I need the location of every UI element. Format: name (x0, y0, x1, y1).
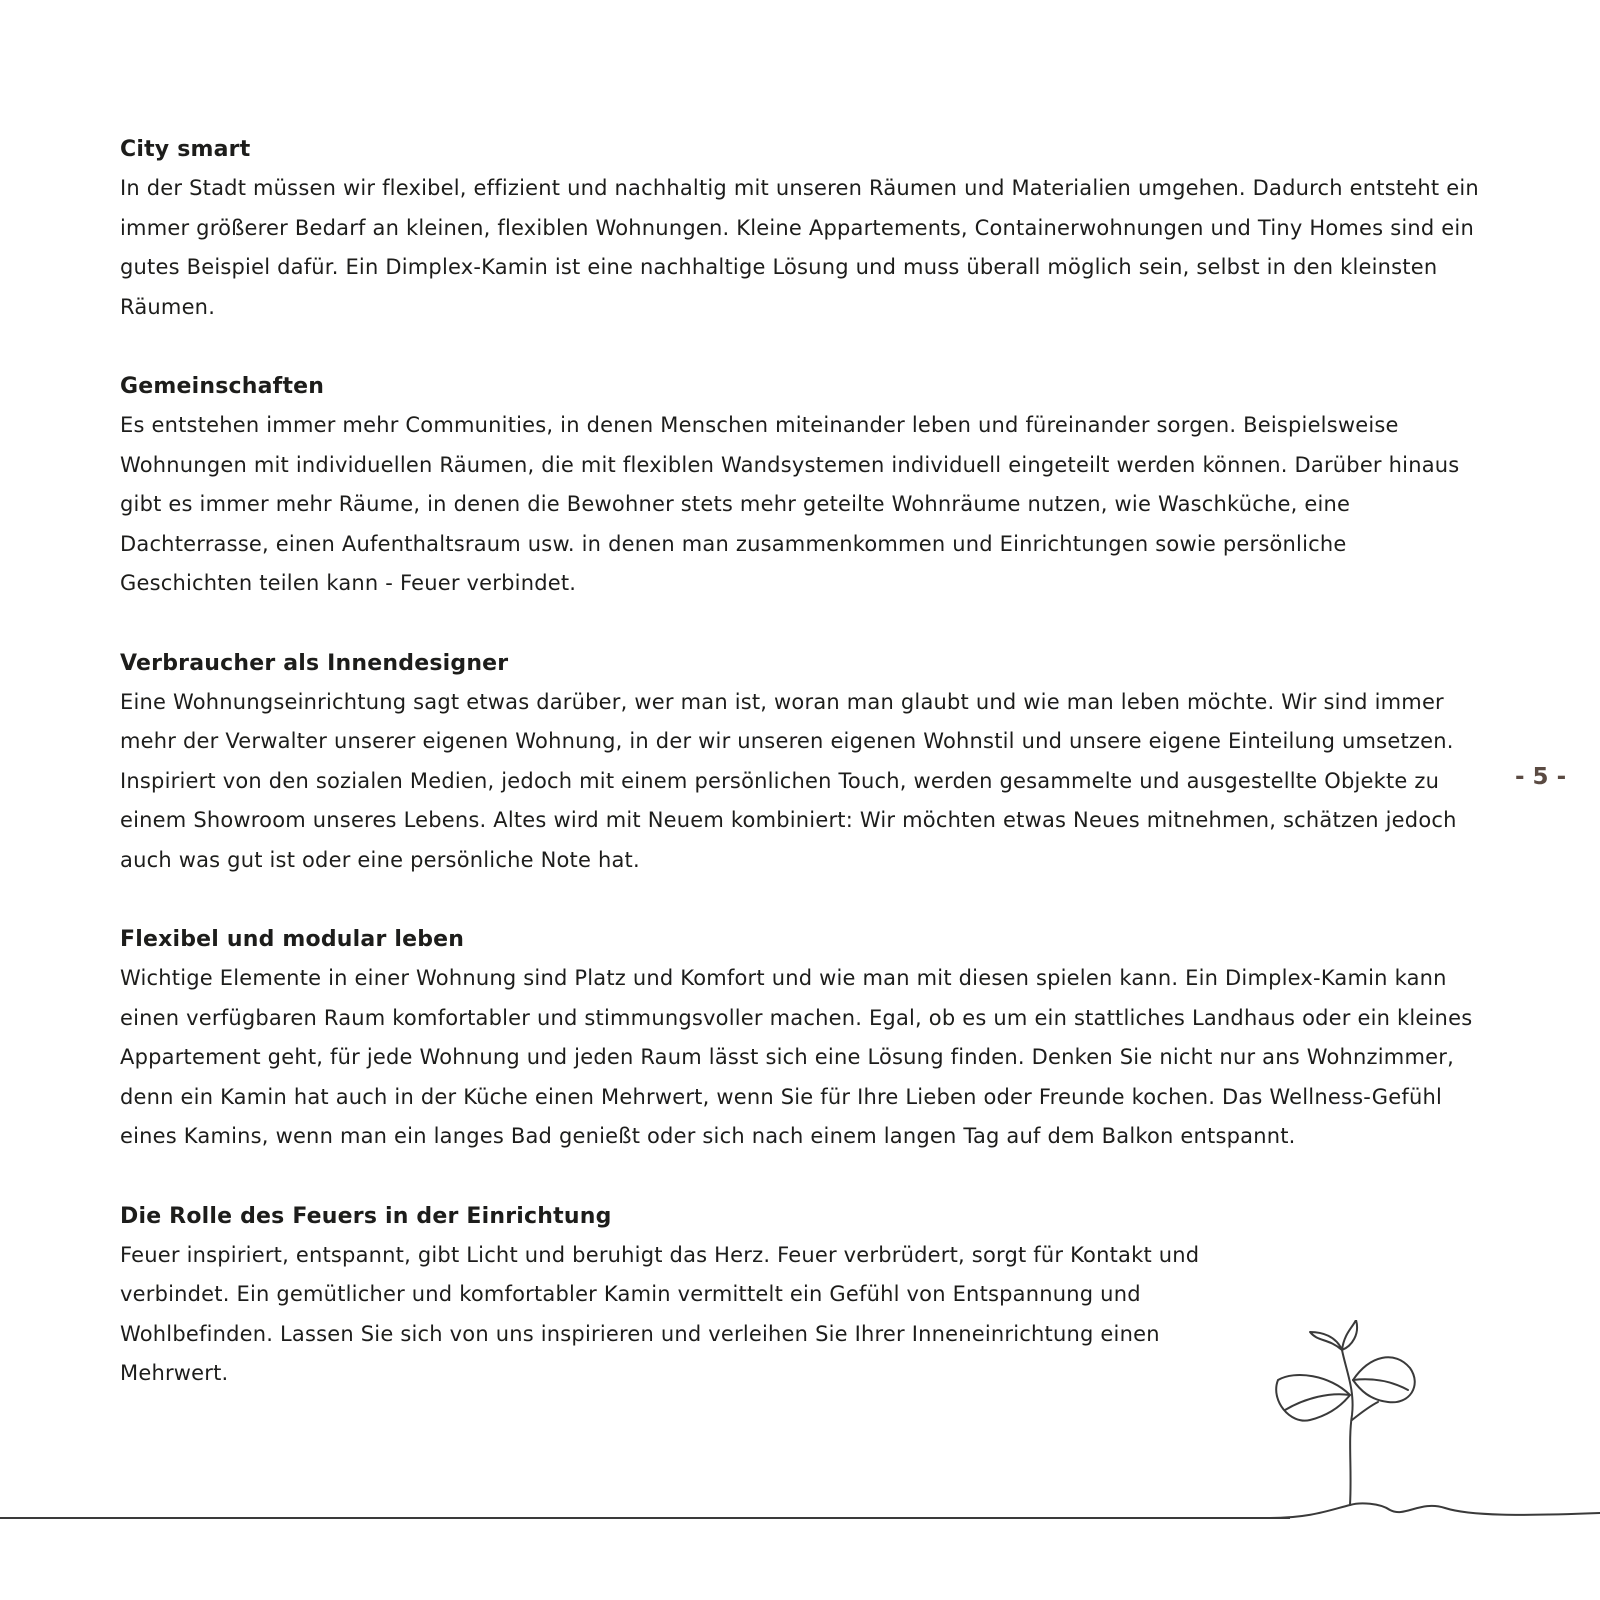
section-text: Feuer inspiriert, entspannt, gibt Licht und beruhigt das Herz. Feuer verbrüdert, sorgt für Kontakt und verbindet. Ein gemütlicher und komfortabler Kamin vermittelt ein Gefühl von Entspannung und Wohlbefinden. Lassen Sie sich von uns inspirieren und verleihen Sie Ihrer Inneneinrichtung einen Mehrwert. (120, 1242, 1200, 1385)
section-text: Es entstehen immer mehr Communities, in denen Menschen miteinander leben und füreinander sorgen. Beispielsweise Wohnungen mit individuellen Räumen, die mit flexiblen Wandsystemen individuell eingeteilt werden können. Darüber hinaus gibt es immer mehr Räume, in denen die Bewohner stets mehr geteilte Wohnräume nutzen, wie Waschküche, eine Dachterrasse, einen Aufenthaltsraum usw. in denen man zusammenkommen und Einrichtungen sowie persönliche Geschichten teilen kann - Feuer verbindet. (120, 413, 1460, 595)
page-number: - 5 - (1515, 764, 1567, 790)
section-heading: City smart (120, 137, 251, 162)
section-text: Wichtige Elemente in einer Wohnung sind Platz und Komfort und wie man mit diesen spielen kann. Ein Dimplex-Kamin kann einen verfügbaren Raum komfortabler und stimmungsvoller machen. Egal, ob es um ein stattliches Landhaus oder ein kleines Appartement geht, für jede Wohnung und jeden Raum lässt sich eine Lösung finden. Denken Sie nicht nur ans Wohnzimmer, denn ein Kamin hat auch in der Küche einen Mehrwert, wenn Sie für Ihre Lieben oder Freunde kochen. Das Wellness-Gefühl eines Kamins, wenn man ein langes Bad genießt oder sich nach einem langen Tag auf dem Balkon entspannt. (120, 966, 1473, 1148)
section-text: Eine Wohnungseinrichtung sagt etwas darüber, wer man ist, woran man glaubt und wie man leben möchte. Wir sind immer mehr der Verwalter unserer eigenen Wohnung, in der wir unseren eigenen Wohnstil und unsere eigene Einteilung umsetzen. Inspiriert von den sozialen Medien, jedoch mit einem persönlichen Touch, werden gesammelte und ausgestellte Objekte zu einem Showroom unseres Lebens. Altes wird mit Neuem kombiniert: Wir möchten etwas Neues mitnehmen, schätzen jedoch auch was gut ist oder eine persönliche Note hat. (120, 689, 1457, 872)
section-verbraucher (120, 644, 1485, 881)
section-gemeinschaften (120, 367, 1485, 604)
article-body (120, 130, 1485, 1434)
section-city-smart (120, 130, 1485, 327)
section-heading: Flexibel und modular leben (120, 927, 465, 952)
section-heading: Verbraucher als Innendesigner (120, 650, 509, 676)
sprout-icon (1270, 1320, 1600, 1525)
section-heading: Gemeinschaften (120, 374, 325, 399)
section-flexibel (120, 920, 1485, 1157)
section-text: In der Stadt müssen wir flexibel, effizient und nachhaltig mit unseren Räumen und Materialien umgehen. Dadurch entsteht ein immer größerer Bedarf an kleinen, flexiblen Wohnungen. Kleine Appartements, Containerwohnungen und Tiny Homes sind ein gutes Beispiel dafür. Ein Dimplex-Kamin ist eine nachhaltige Lösung und muss überall möglich sein, selbst in den kleinsten Räumen. (120, 176, 1479, 319)
section-heading: Die Rolle des Feuers in der Einrichtung (120, 1203, 612, 1229)
bottom-divider (0, 1517, 1290, 1519)
